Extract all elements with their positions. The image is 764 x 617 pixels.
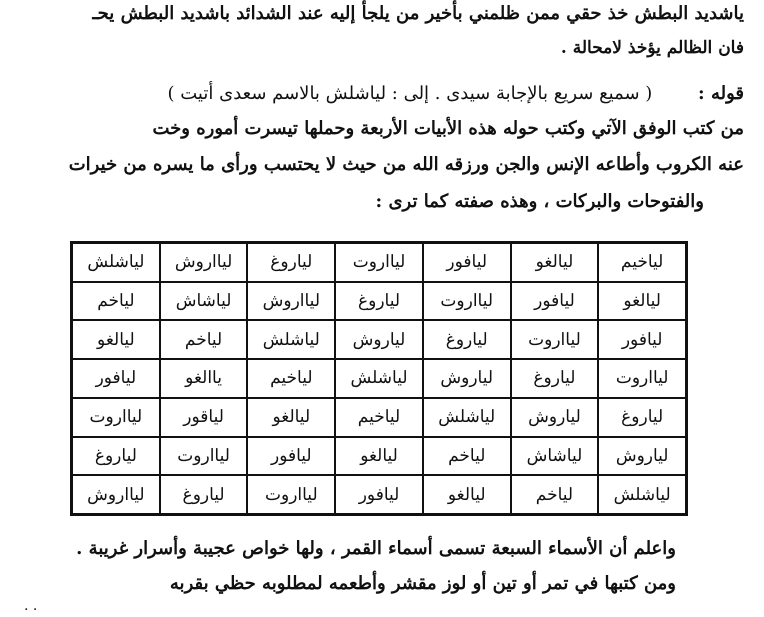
table-cell: لياشلش bbox=[247, 320, 335, 359]
table-cell: ليافور bbox=[335, 475, 423, 514]
table-cell: لياروغ bbox=[160, 475, 248, 514]
table-cell: ليااروت bbox=[160, 437, 248, 476]
table-cell: لياروغ bbox=[247, 243, 335, 282]
table-cell: لياروش bbox=[511, 398, 599, 437]
table-cell: ليالغو bbox=[511, 243, 599, 282]
table-cell: لياخم bbox=[423, 437, 511, 476]
table-cell: لياشاش bbox=[511, 437, 599, 476]
table-cell: ليااروش bbox=[247, 282, 335, 321]
quote-line bbox=[20, 82, 744, 106]
table-cell: لياخيم bbox=[247, 359, 335, 398]
table-cell: ليافور bbox=[511, 282, 599, 321]
table-cell: لياروغ bbox=[335, 282, 423, 321]
table-cell: ليالغو bbox=[72, 320, 160, 359]
table-cell: ليافور bbox=[72, 359, 160, 398]
table-cell: لياروش bbox=[598, 437, 686, 476]
table-cell: لياخيم bbox=[335, 398, 423, 437]
table-cell: ليافور bbox=[423, 243, 511, 282]
table-cell: ليااروت bbox=[72, 398, 160, 437]
table-cell: لياخم bbox=[160, 320, 248, 359]
table-cell: ليالغو bbox=[335, 437, 423, 476]
table-cell: ليااروش bbox=[72, 475, 160, 514]
table-cell: ليالغو bbox=[247, 398, 335, 437]
text-line-6: واعلم أن الأسماء السبعة تسمى أسماء القمر ، ولها خواص عجيبة وأسرار غريبة . bbox=[76, 538, 676, 559]
table-cell: ليااروت bbox=[598, 359, 686, 398]
quote-text: ( سميع سريع بالإجابة سيدى . إلى : لياشلش بالاسم سعدى أتيت ) bbox=[167, 83, 653, 104]
table-cell: لياروغ bbox=[423, 320, 511, 359]
quote-label: قوله : bbox=[698, 83, 744, 104]
table-cell: لياخم bbox=[511, 475, 599, 514]
table-cell: ليافور bbox=[598, 320, 686, 359]
table-cell: ليااروت bbox=[335, 243, 423, 282]
table-cell: لياشاش bbox=[160, 282, 248, 321]
table-cell: لياقور bbox=[160, 398, 248, 437]
table-cell: ليالغو bbox=[423, 475, 511, 514]
table-cell: لياروغ bbox=[72, 437, 160, 476]
table-cell: لياشلش bbox=[72, 243, 160, 282]
table-cell: لياشلش bbox=[598, 475, 686, 514]
table-cell: لياخيم bbox=[598, 243, 686, 282]
table-cell: لياروش bbox=[423, 359, 511, 398]
table-cell: لياروش bbox=[335, 320, 423, 359]
table-cell: لياشلش bbox=[335, 359, 423, 398]
table-cell: ليااروت bbox=[423, 282, 511, 321]
table-cell: ياالغو bbox=[160, 359, 248, 398]
table-cell: ليافور bbox=[247, 437, 335, 476]
table-cell: ليااروش bbox=[160, 243, 248, 282]
table-cell: لياروغ bbox=[598, 398, 686, 437]
magic-square-table bbox=[70, 241, 688, 516]
table-cell: لياخم bbox=[72, 282, 160, 321]
text-line-4: عنه الكروب وأطاعه الإنس والجن ورزقه الله من حيث لا يحتسب ورأى ما يسره من خيرات bbox=[68, 154, 744, 175]
margin-mark: . . bbox=[24, 598, 38, 614]
table-cell: ليالغو bbox=[598, 282, 686, 321]
table-cell: ليااروت bbox=[247, 475, 335, 514]
table-cell: لياشلش bbox=[423, 398, 511, 437]
text-line-2: فان الظالم يؤخذ لامحالة . bbox=[560, 38, 744, 58]
table-cell: ليااروت bbox=[511, 320, 599, 359]
text-line-5: والفتوحات والبركات ، وهذه صفته كما ترى : bbox=[375, 191, 704, 212]
text-line-7: ومن كتبها في تمر أو تين أو لوز مقشر وأطعمه لمطلوبه حظي بقربه bbox=[169, 573, 676, 594]
text-line-1: ياشديد البطش خذ حقي ممن ظلمني بأخير من يلجأ إليه عند الشدائد باشديد البطش يحـ bbox=[92, 3, 744, 24]
table-cell: لياروغ bbox=[511, 359, 599, 398]
text-line-3: من كتب الوفق الآتي وكتب حوله هذه الأبيات الأربعة وحملها تيسرت أموره وخت bbox=[152, 118, 744, 139]
